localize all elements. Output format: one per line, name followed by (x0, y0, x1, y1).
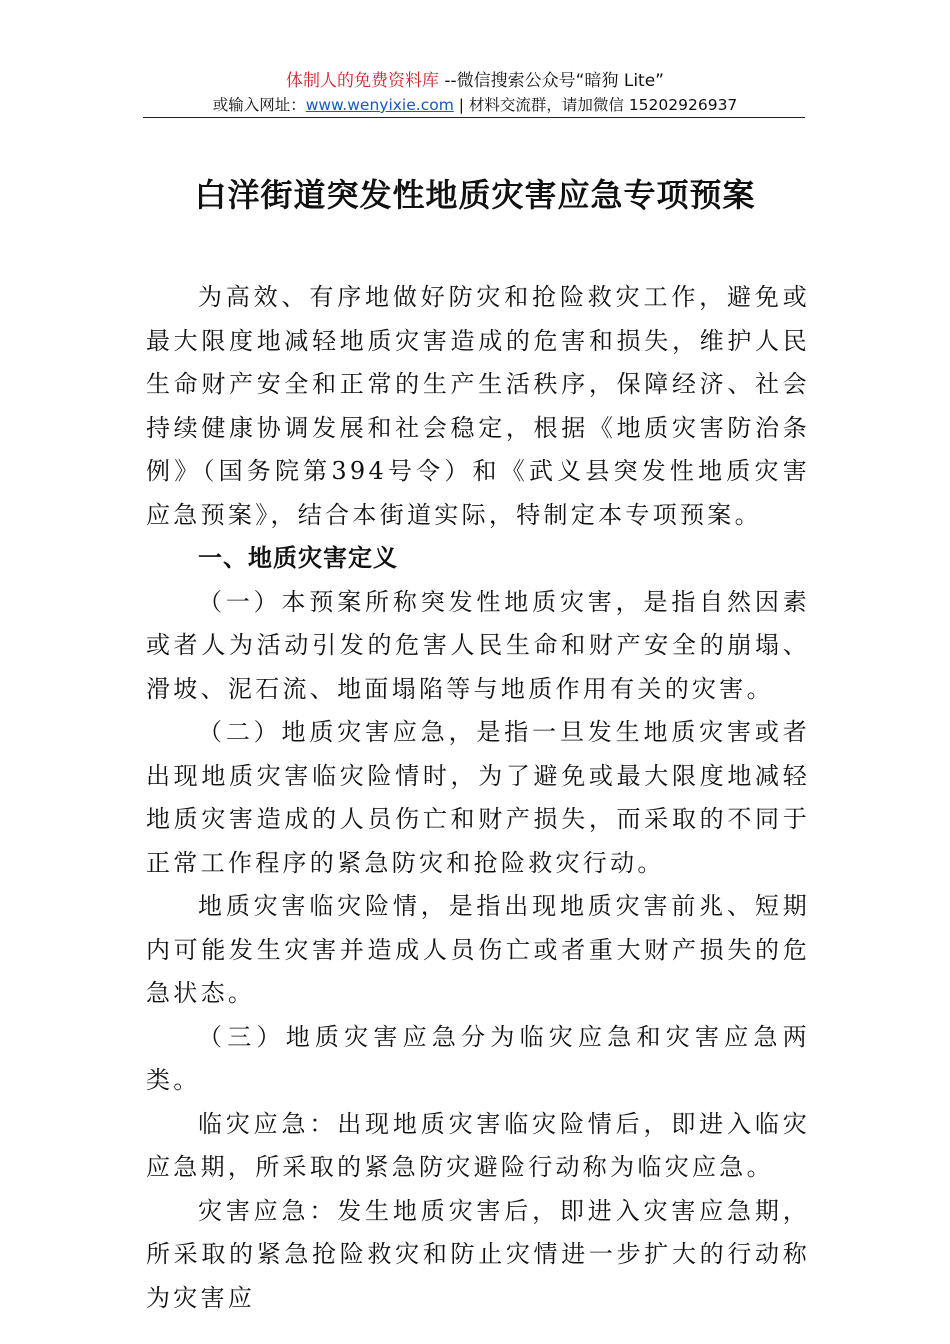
header-line-1 (0, 70, 950, 92)
header-tagline: --微信搜索公众号“暗狗 Lite” (438, 71, 664, 91)
paragraph: （二）地质灾害应急，是指一旦发生地质灾害或者出现地质灾害临灾险情时，为了避免或最大限度地减轻地质灾害造成的人员伤亡和财产损失，而采取的不同于正常工作程序的紧急防灾和抢险救灾行动。 (146, 718, 810, 877)
brand-name: 体制人的免费资料库 (285, 71, 439, 91)
paragraph: 地质灾害临灾险情，是指出现地质灾害前兆、短期内可能发生灾害并造成人员伤亡或者重大财产损失的危急状态。 (146, 892, 810, 1007)
section-heading: 一、地质灾害定义 (198, 544, 398, 572)
header-contact: | 材料交流群，请加微信 15202926937 (453, 96, 738, 114)
paragraph: （三）地质灾害应急分为临灾应急和灾害应急两类。 (146, 1022, 810, 1094)
document-body (146, 276, 810, 1320)
url-prefix: 或输入网址： (212, 96, 306, 114)
website-link[interactable]: www.wenyixie.com (305, 96, 454, 114)
paragraph: 灾害应急：发生地质灾害后，即进入灾害应急期，所采取的紧急抢险救灾和防止灾情进一步扩大的行动称为灾害应 (146, 1196, 810, 1312)
header-divider (143, 117, 805, 118)
page-header (0, 70, 950, 116)
header-line-2 (0, 94, 950, 116)
paragraph: 临灾应急：出现地质灾害临灾险情后，即进入临灾应急期，所采取的紧急防灾避险行动称为临灾应急。 (146, 1109, 810, 1181)
document-title: 白洋街道突发性地质灾害应急专项预案 (194, 176, 756, 214)
paragraph-intro: 为高效、有序地做好防灾和抢险救灾工作，避免或最大限度地减轻地质灾害造成的危害和损失，维护人民生命财产安全和正常的生产生活秩序，保障经济、社会持续健康协调发展和社会稳定，根据《地质灾害防治条例》（国务院第394号令）和《武义县突发性地质灾害应急预案》，结合本街道实际，特制定本专项预案。 (146, 283, 810, 529)
paragraph: （一）本预案所称突发性地质灾害，是指自然因素或者人为活动引发的危害人民生命和财产安全的崩塌、滑坡、泥石流、地面塌陷等与地质作用有关的灾害。 (146, 587, 810, 703)
